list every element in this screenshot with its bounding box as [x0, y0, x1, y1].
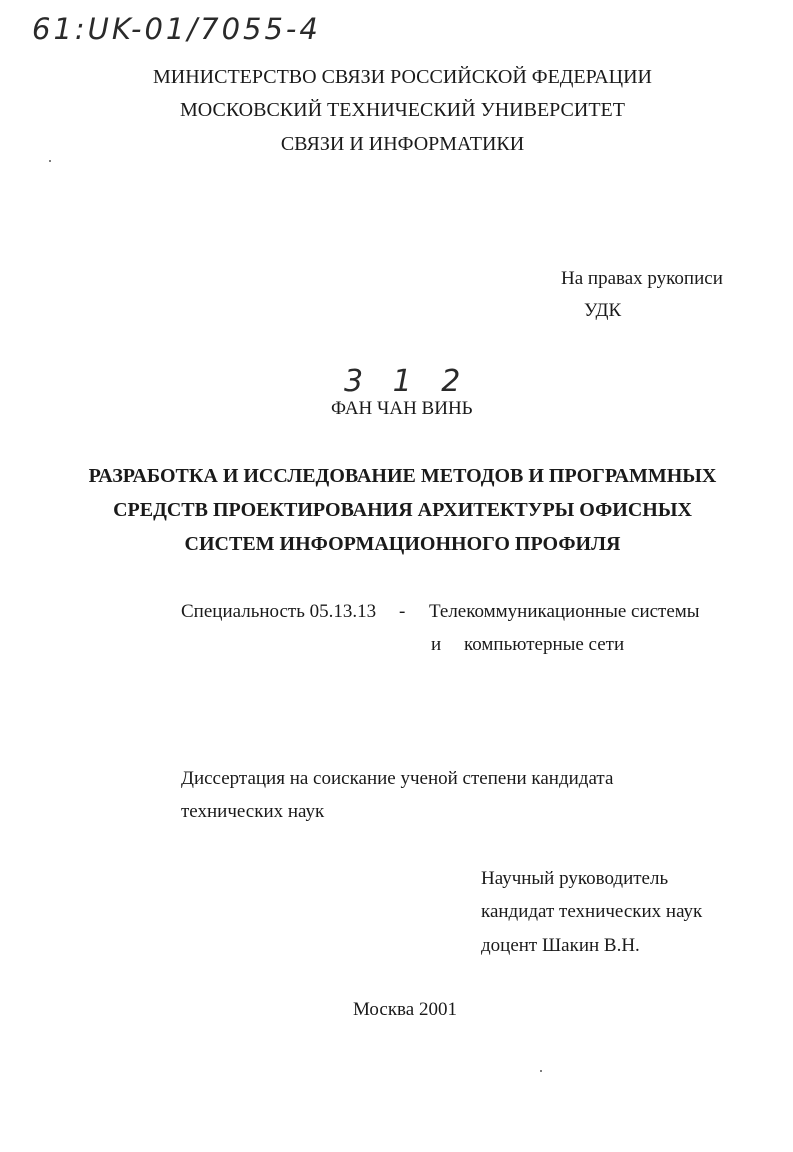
supervisor-name: доцент Шакин В.Н. — [481, 935, 640, 956]
udk-label: УДК — [584, 300, 622, 321]
ministry-header-line-1: МИНИСТЕРСТВО СВЯЗИ РОССИЙСКОЙ ФЕДЕРАЦИИ — [153, 66, 652, 88]
dissertation-line-1: Диссертация на соискание ученой степени кандидата — [181, 768, 614, 789]
thesis-title-line-2: СРЕДСТВ ПРОЕКТИРОВАНИЯ АРХИТЕКТУРЫ ОФИСНЫХ — [113, 499, 692, 521]
supervisor-degree: кандидат технических наук — [481, 901, 703, 922]
specialty-dash: - — [399, 601, 406, 622]
dissertation-line-2: технических наук — [181, 801, 325, 822]
archive-code-handwritten: 61:UK-01/7055-4 — [32, 12, 321, 46]
specialty-label: Специальность 05.13.13 — [181, 601, 377, 622]
specialty-name-line-2: компьютерные сети — [464, 634, 625, 655]
specialty-name-line-1: Телекоммуникационные системы — [429, 601, 700, 622]
ministry-header-line-2: МОСКОВСКИЙ ТЕХНИЧЕСКИЙ УНИВЕРСИТЕТ — [180, 99, 625, 121]
ministry-header-line-3: СВЯЗИ И ИНФОРМАТИКИ — [280, 133, 525, 155]
manuscript-rights: На правах рукописи — [561, 268, 723, 289]
handwritten-number: 3 1 2 — [344, 364, 471, 399]
specialty-conjunction: и — [431, 634, 442, 655]
scan-speck — [49, 160, 51, 162]
scan-speck — [540, 1070, 542, 1072]
thesis-title-line-3: СИСТЕМ ИНФОРМАЦИОННОГО ПРОФИЛЯ — [184, 533, 621, 555]
place-year: Москва 2001 — [353, 999, 457, 1020]
author-name: ФАН ЧАН ВИНЬ — [331, 398, 473, 419]
supervisor-role: Научный руководитель — [481, 868, 669, 889]
thesis-title-line-1: РАЗРАБОТКА И ИССЛЕДОВАНИЕ МЕТОДОВ И ПРОГРАММНЫХ — [88, 465, 717, 487]
